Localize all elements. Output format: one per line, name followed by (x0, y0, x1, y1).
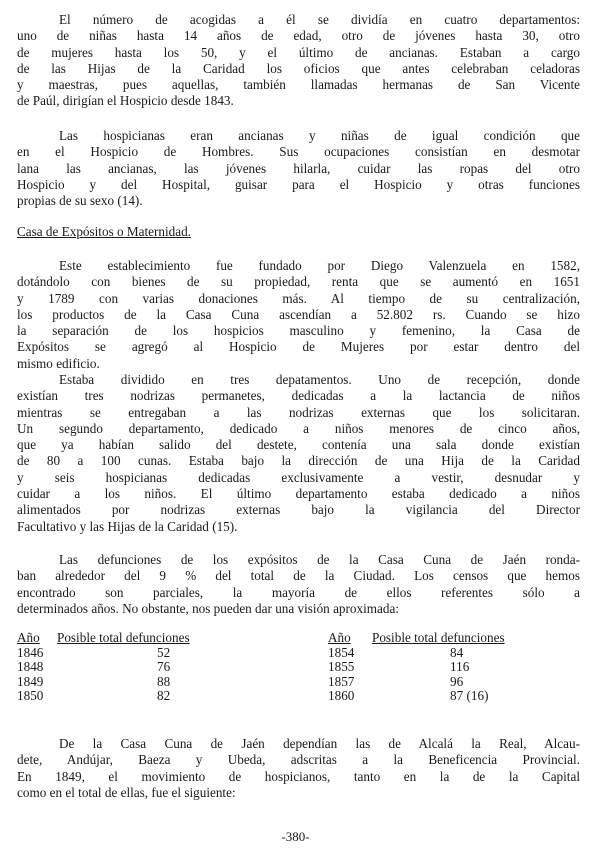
text-line: de mujeres hasta los 50, y el último de ancianas. Estaban a cargo (17, 44, 580, 60)
text-line: encontrado son parciales, la mayoría de ellos referentes sólo a (17, 584, 580, 600)
text-line: ban alrededor del 9 % del total de la Ciudad. Los censos que hemos (17, 568, 580, 584)
text-line: y 1789 con varias donaciones más. Al tiempo de su centralización, (17, 290, 580, 306)
text-line: de Paúl, dirigían el Hospicio desde 1843. (17, 93, 234, 109)
text-line: en el Hospicio de Hombres. Sus ocupaciones consistían en desmotar (17, 144, 580, 160)
text-line: Estaba dividido en tres depatamentos. Uno de recepción, donde (59, 372, 580, 387)
text-line: Las defunciones de los expósitos de la Casa Cuna de Jaén ronda- (59, 552, 580, 567)
year-cell: 1850 (17, 688, 44, 704)
deaths-cell: 88 (157, 673, 171, 689)
text-line: como en el total de ellas, fue el siguiente: (17, 784, 236, 800)
column-header-deaths: Posible total defunciones (372, 630, 505, 645)
table-header-row (328, 631, 582, 646)
text-line: dotándolo con bienes de su propiedad, renta que se aumentó en 1651 (17, 274, 580, 290)
deaths-cell: 96 (450, 673, 464, 689)
paragraph-alcala (17, 736, 580, 801)
year-cell: 1846 (17, 644, 44, 660)
year-cell: 1857 (328, 673, 355, 689)
text-line: El número de acogidas a él se dividía en cuatro departamentos: (59, 12, 580, 27)
year-cell: 1855 (328, 659, 355, 675)
column-header-year: Año (328, 630, 351, 645)
year-cell: 1854 (328, 644, 355, 660)
text-line: Las hospicianas eran ancianas y niñas de igual condición que (59, 128, 580, 143)
text-line: Este establecimiento fue fundado por Diego Valenzuela en 1582, (59, 258, 580, 273)
column-header-year: Año (17, 630, 40, 645)
year-cell: 1848 (17, 659, 44, 675)
paragraph-hospicianas (17, 128, 580, 209)
text-line: y maestras, pues aquellas, también llamadas hermanas de San Vicente (17, 77, 580, 93)
deaths-cell: 87 (16) (450, 688, 489, 704)
paragraph-departamentos (17, 12, 580, 110)
text-line: mismo edificio. (17, 355, 100, 371)
table-row (17, 689, 262, 704)
table-row (328, 660, 582, 675)
page-number: -380- (281, 829, 310, 844)
table-header-row (17, 631, 262, 646)
text-line: Expósitos se agregó al Hospicio de Mujeres por estar dentro del (17, 339, 580, 355)
deaths-cell: 76 (157, 659, 171, 675)
text-line: De la Casa Cuna de Jaén dependían las de Alcalá la Real, Alcau- (59, 736, 580, 751)
text-line: En 1849, el movimiento de hospicianos, tanto en la de la Capital (17, 768, 580, 784)
table-row (328, 675, 582, 690)
text-line: lana las ancianas, las jóvenes hilarla, cuidar las ropas del otro (17, 160, 580, 176)
text-line: que ya habían salido del destete, contenía una sala donde existían (17, 437, 580, 453)
text-line: existían tres nodrizas permanetes, dedicadas a la lactancia de niños (17, 388, 580, 404)
defunciones-table-left (17, 631, 262, 704)
year-cell: 1849 (17, 673, 44, 689)
paragraph-defunciones (17, 552, 580, 617)
text-line: Hospicio y del Hospital, guisar para el Hospicio y otras funciones (17, 176, 580, 192)
text-line: los productos de la Casa Cuna ascendían a 52.802 rs. Cuando se hizo (17, 306, 580, 322)
column-header-deaths: Posible total defunciones (57, 630, 190, 645)
text-line: mientras se entregaban a las nodrizas externas que los solicitaran. (17, 404, 580, 420)
text-line: uno de niñas hasta 14 años de edad, otro de jóvenes hasta 30, otro (17, 28, 580, 44)
defunciones-table-right (328, 631, 582, 704)
table-row (328, 689, 582, 704)
deaths-cell: 84 (450, 644, 464, 660)
text-line: la separación de los hospicios masculino y femenino, la Casa de (17, 323, 580, 339)
text-line: determinados años. No obstante, nos pueden dar una visión aproximada: (17, 600, 399, 616)
text-line: cuidar a los niños. El último departamento estaba dedicado a niños (17, 486, 580, 502)
table-row (328, 646, 582, 661)
deaths-cell: 116 (450, 659, 470, 675)
paragraph-fundacion (17, 258, 580, 372)
text-line: alimentados por nodrizas externas bajo la vigilancia del Director (17, 502, 580, 518)
table-row (17, 660, 262, 675)
text-line: dete, Andújar, Baeza y Ubeda, adscritas a la Beneficencia Provincial. (17, 752, 580, 768)
year-cell: 1860 (328, 688, 355, 704)
section-heading: Casa de Expósitos o Maternidad. (17, 224, 191, 239)
table-row (17, 646, 262, 661)
text-line: de 80 a 100 cunas. Estaba bajo la dirección de una Hija de la Caridad (17, 453, 580, 469)
table-row (17, 675, 262, 690)
paragraph-departamentos-cuna (17, 372, 580, 535)
text-line: Un segundo departamento, dedicado a niños menores de cinco años, (17, 420, 580, 436)
text-line: de las Hijas de la Caridad los oficios que antes celebraban celadoras (17, 60, 580, 76)
text-line: Facultativo y las Hijas de la Caridad (15). (17, 518, 238, 534)
deaths-cell: 52 (157, 644, 171, 660)
text-line: propias de su sexo (14). (17, 193, 143, 209)
deaths-cell: 82 (157, 688, 171, 704)
text-line: y seis hospicianas dedicadas exclusivamente a vestir, desnudar y (17, 469, 580, 485)
